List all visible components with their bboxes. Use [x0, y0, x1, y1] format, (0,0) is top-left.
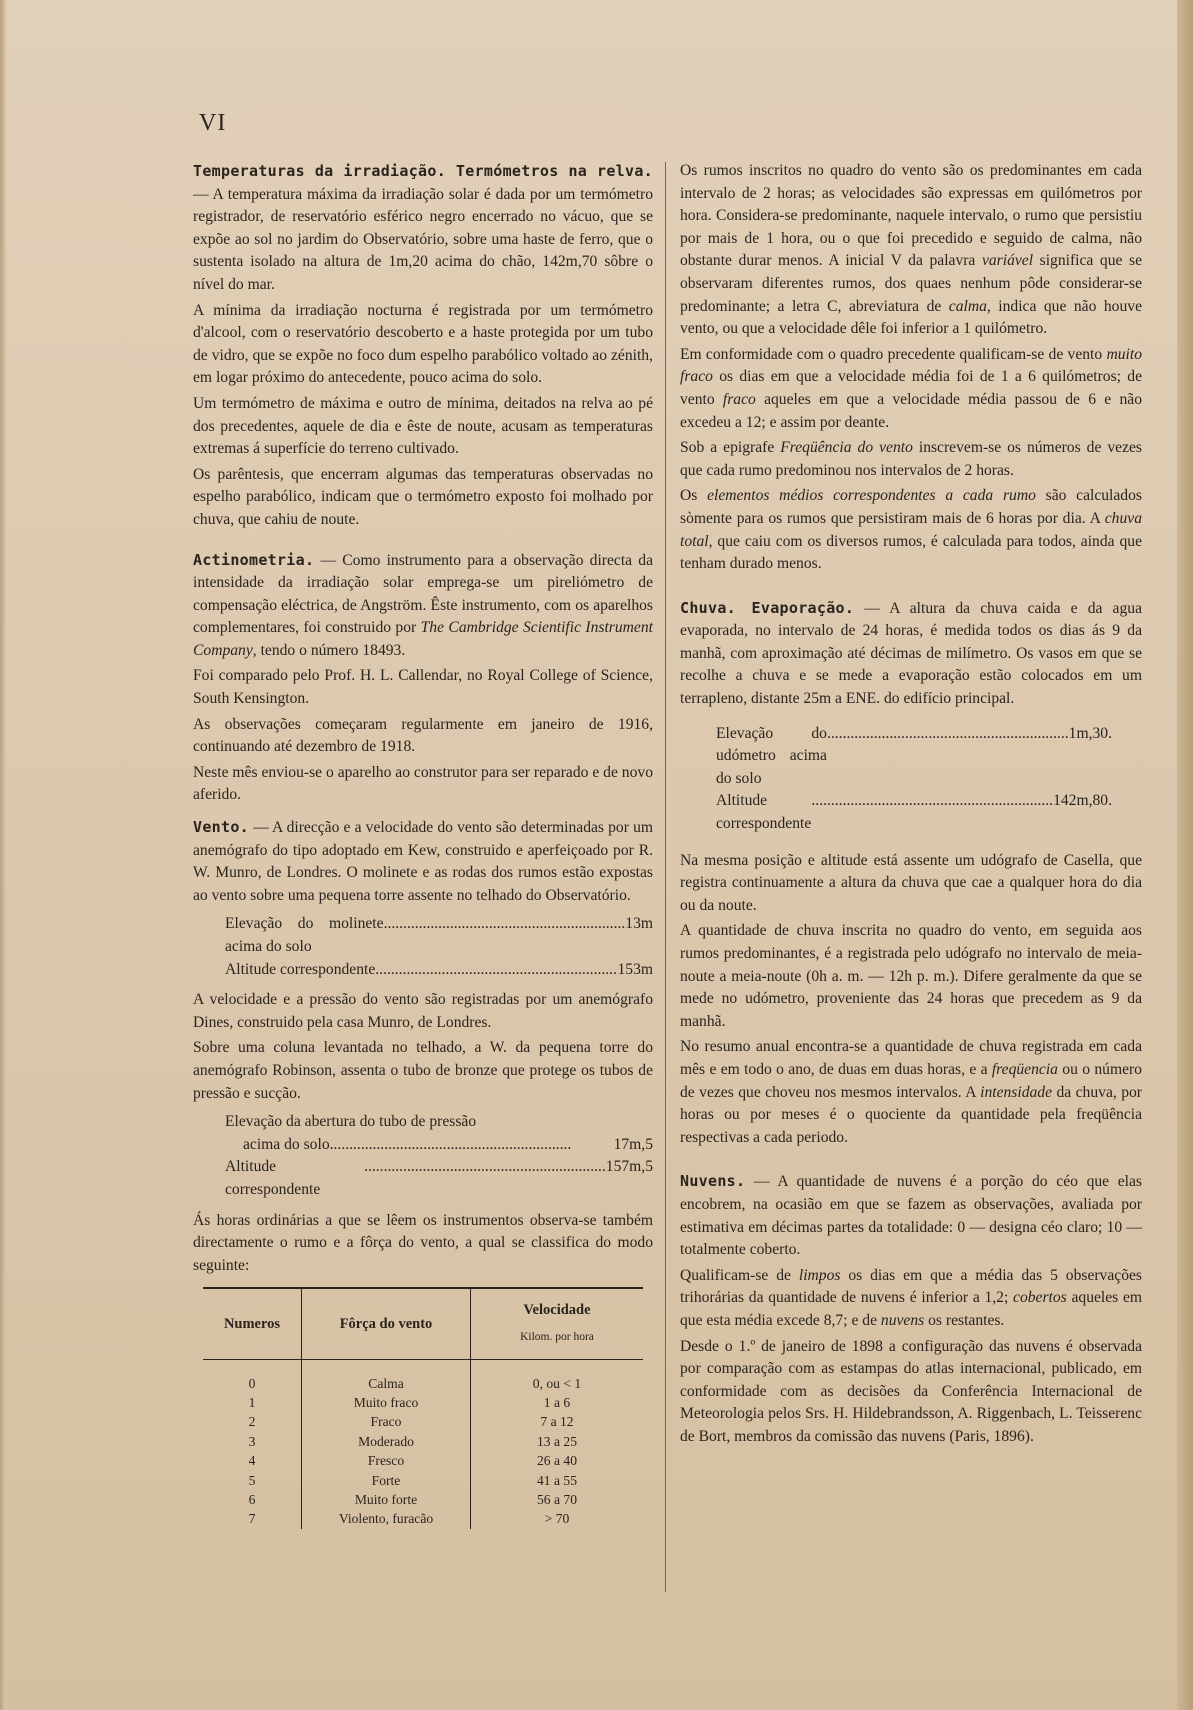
measurement-list-tubo — [225, 1111, 653, 1201]
paragraph-vento — [193, 816, 653, 907]
italic-text: nuvens — [880, 1311, 925, 1329]
paragraph: Neste mês enviou-se o aparelho ao construtor para ser reparado e de novo aferido. — [193, 763, 653, 804]
table-cell-n: 4 — [248, 1453, 256, 1469]
table-header-row — [203, 1288, 643, 1359]
italic-text: variável — [981, 252, 1034, 270]
paragraph — [680, 437, 1142, 482]
table-row — [203, 1471, 643, 1490]
table-cell-n: 0 — [248, 1375, 256, 1391]
table-row — [203, 1490, 643, 1509]
table-cell-n: 2 — [248, 1414, 256, 1430]
section-heading-nuvens: Nuvens. — [680, 1172, 746, 1191]
paragraph-text: — A direcção e a velocidade do vento são determinadas por um anemógrafo do tipo adoptado em Kew, construido e aperfeiçoado por R. W. Munro, de Londres. O molinete e as rodas dos rumos estão expostas ao vento sobre uma pequena torre assente no telhado do Observatório. — [193, 819, 653, 904]
paragraph-text: — A quantidade de nuvens é a porção do céo que elas encobrem, na ocasião em que se fazem as observações, avaliada por estimativa em décimas partes da totalidade: 0 — designa céo claro; 10 — totalmente coberto. — [680, 1173, 1142, 1259]
paragraph: Sobre uma coluna levantada no telhado, a W. da pequena torre do anemógrafo Robinson, assenta o tubo de bronze que protege os tubos de pressão e sucção. — [193, 1039, 653, 1102]
section-heading-irradiation: Temperaturas da irradiação. Termómetros na relva. — [193, 162, 653, 180]
measurement-label: Elevação do udómetro acima do solo — [716, 724, 827, 787]
measurement-label: Altitude correspondente — [225, 960, 376, 978]
paragraph-text: ou o número de vezes que choveu nos mesmos intervalos. A — [680, 1060, 1142, 1101]
measurement-value: 1m,30. — [1068, 724, 1112, 742]
paragraph-text: — Como instrumento para a observação directa da intensidade da irradiação solar emprega-se um pireliómetro de compensação eléctrica, de Angström. Êste instrumento, com os aparelhos complementares, foi construido por — [193, 551, 653, 637]
paragraph-text: Sob a epigrafe — [680, 439, 781, 457]
page-number: VI — [199, 110, 227, 136]
paragraph: Ás horas ordinárias a que se lêem os instrumentos observa-se também directamente o rumo e a fôrça do vento, a qual se classifica do modo seguinte: — [193, 1211, 653, 1274]
paragraph-actinometria — [193, 549, 653, 663]
paragraph — [680, 160, 1142, 341]
header-unit: Kilom. por hora — [520, 1330, 594, 1343]
section-heading-chuva: Chuva. Evaporação. — [680, 598, 855, 617]
italic-text: intensidade — [980, 1083, 1053, 1101]
paragraph: Os parêntesis, que encerram algumas das temperaturas observadas no espelho parabólico, indicam que o termómetro exposto foi molhado por chuva, que cahiu de noute. — [193, 465, 653, 528]
measurement-label: Elevação da abertura do tubo de pressão — [225, 1113, 477, 1131]
paragraph-text: os dias em que a velocidade média foi de 1 a 6 quilómetros; de vento — [680, 368, 1142, 408]
measurement-row: acima do solo .............................................................. 17m,5 — [225, 1134, 653, 1157]
italic-text: fraco — [722, 390, 756, 408]
table-cell-vel: 0, ou < 1 — [471, 1359, 644, 1393]
header-velocidade-label: Velocidade — [523, 1302, 591, 1319]
paragraph — [680, 344, 1142, 434]
italic-text: cobertos — [1013, 1289, 1067, 1307]
paragraph: Foi comparado pelo Prof. H. L. Callendar, no Royal College of Science, South Kensington. — [193, 667, 653, 708]
measurement-value: 153m — [617, 960, 653, 978]
measurement-value: 142m,80. — [1053, 792, 1112, 810]
paragraph-text: — A temperatura máxima da irradiação solar é dada por um termómetro registrador, de reservatório esférico negro encerrado no vácuo, que se expõe ao sol no jardim do Observatório, sobre uma haste de ferro, que o sustenta isolado na altura de 1m,20 acima do chão, 142m,70 sôbre o nível do mar. — [193, 185, 653, 293]
table-cell-n: 1 — [248, 1394, 256, 1410]
paragraph-irradiation — [193, 160, 653, 297]
paragraph-text: inscrevem-se os números de vezes que cada rumo predominou nos intervalos de 2 horas. — [680, 439, 1142, 479]
paragraph-nuvens — [680, 1170, 1142, 1261]
italic-text: elementos médios correspondentes a cada rumo — [707, 487, 1036, 505]
right-column — [680, 160, 1142, 1451]
table-cell-forca: Forte — [302, 1471, 471, 1490]
paragraph: A velocidade e a pressão do vento são registradas por um anemógrafo Dines, construido pela casa Munro, de Londres. — [193, 991, 653, 1031]
table-cell-forca: Calma — [302, 1359, 471, 1393]
table-cell-n: 5 — [248, 1472, 256, 1488]
paragraph: As observações começaram regularmente em janeiro de 1916, continuando até dezembro de 1918. — [193, 715, 653, 756]
table-row — [203, 1393, 643, 1412]
paragraph-text: Em conformidade com o quadro precedente qualificam-se de vento — [680, 345, 1107, 363]
table-cell-vel: 7 a 12 — [471, 1412, 644, 1431]
header-forca: Fôrça do vento — [302, 1288, 471, 1359]
table-row — [203, 1451, 643, 1470]
measurement-value: 17m,5 — [613, 1135, 653, 1153]
table-cell-vel: > 70 — [471, 1509, 644, 1528]
measurement-label: acima do solo — [243, 1135, 330, 1153]
italic-text: chuva total — [680, 509, 1142, 550]
measurement-row: Altitude correspondente .............................................................. 153m — [225, 959, 653, 982]
table-cell-forca: Muito fraco — [302, 1393, 471, 1412]
column-divider — [665, 162, 666, 1592]
table-cell-n: 6 — [248, 1491, 256, 1507]
paragraph-text: — A altura da chuva caida e da agua evaporada, no intervalo de 24 horas, é medida todos os dias ás 9 da manhã, com aproximação até décimas de milímetro. Os vasos em que se recolhe a chuva e se mede a evaporação estão colocados em um terrapleno, distante 25m a ENE. do edifício principal. — [680, 599, 1142, 708]
header-velocidade — [471, 1288, 644, 1359]
paragraph-text: Os rumos inscritos no quadro do vento são os predominantes em cada intervalo de 2 horas; as velocidades são expressas em quilómetros por hora. Considera-se predominante, naquele intervalo, o rumo que persistiu por mais de 1 hora, ou o que foi precedido e seguido de calma, não obstante durar menos. A inicial V da palavra — [680, 162, 1142, 270]
table-cell-forca: Fresco — [302, 1451, 471, 1470]
page-edge-left — [0, 0, 6, 1710]
italic-text: limpos — [798, 1266, 841, 1284]
paragraph: A quantidade de chuva inscrita no quadro do vento, em seguida aos rumos predominantes, é a registrada pelo udógrafo no intervalo de meia-noute a meia-noute (0h a. m. — 12h p. m.). Difere geralmente da que se mede no udómetro, proveniente das 24 horas que precedem as 9 da manhã. — [680, 922, 1142, 1030]
italic-text: Freqüência do vento — [780, 439, 913, 457]
paragraph-text: aqueles em que esta média excede 8,7; e de — [680, 1289, 1143, 1329]
italic-text: freqüencia — [991, 1060, 1058, 1078]
table-row — [203, 1359, 643, 1393]
table-cell-vel: 41 a 55 — [471, 1471, 644, 1490]
measurement-label: Elevação do molinete acima do solo — [225, 915, 384, 955]
italic-text: calma — [948, 297, 987, 315]
measurement-label: Altitude correspondente — [716, 792, 812, 833]
paragraph-text: são calculados sòmente para os rumos que persistiram mais de 6 horas por dia. A — [680, 487, 1142, 527]
paragraph: A mínima da irradiação nocturna é registrada por um termómetro d'alcool, com o reservatório descoberto e a haste protegida por um tubo de vidro, que se expõe no foco dum espelho parabólico voltado ao zénith, em logar próximo do antecedente, pouco acima do solo. — [193, 301, 653, 387]
table-cell-n: 7 — [248, 1511, 256, 1527]
measurement-row: Altitude correspondente .............................................................. 142m,80. — [716, 790, 1112, 835]
page-edge-right — [1177, 0, 1193, 1710]
paragraph-text: , que caiu com os diversos rumos, é calculada para todos, ainda que tenham durado menos. — [680, 532, 1142, 573]
paragraph — [680, 485, 1142, 575]
paragraph-text: , tendo o número 18493. — [252, 641, 406, 659]
section-heading-actinometria: Actinometria. — [193, 550, 315, 569]
paragraph-text: No resumo anual encontra-se a quantidade de chuva registrada em cada mês e em todo o ano, de duas em duas horas, e a — [680, 1038, 1142, 1078]
table-cell-forca: Moderado — [302, 1432, 471, 1451]
paragraph-text: da chuva, por horas ou por meses é o quociente da quantidade pela freqüência respectivas a cada periodo. — [680, 1083, 1142, 1146]
paragraph-text: significa que se observaram diferentes rumos, dos quaes nenhum pôde considerar-se predominante; a letra C, abreviatura de — [680, 252, 1142, 315]
table-cell-forca: Fraco — [302, 1412, 471, 1431]
paragraph-text: os dias em que a média das 5 observações trihorárias da quantidade de nuvens é inferior a 1,2; — [680, 1266, 1142, 1307]
table-cell-forca: Muito forte — [302, 1490, 471, 1509]
paragraph — [680, 1265, 1142, 1333]
paragraph-text: , indica que não houve vento, ou que a velocidade dêle foi inferior a 1 quilómetro. — [680, 297, 1142, 338]
measurement-row: Altitude correspondente .............................................................. 157m,5 — [225, 1156, 653, 1201]
table-cell-vel: 56 a 70 — [471, 1490, 644, 1509]
paragraph-chuva — [680, 597, 1142, 711]
paragraph: Um termómetro de máxima e outro de mínima, deitados na relva ao pé dos precedentes, aquele de dia e êste de noute, acusam as temperaturas extremas á superfície do terreno cultivado. — [193, 394, 653, 458]
italic-text: The Cambridge Scientific Instrument Company — [193, 619, 653, 659]
table-cell-vel: 13 a 25 — [471, 1432, 644, 1451]
paragraph-text: aqueles em que a velocidade média passou de 6 e não excedeu a 12; e assim por deante. — [680, 390, 1142, 431]
measurement-list-udometro — [716, 723, 1112, 836]
header-numeros: Numeros — [203, 1288, 302, 1359]
measurement-value: 13m — [625, 915, 653, 933]
paragraph: Na mesma posição e altitude está assente um udógrafo de Casella, que registra continuamente a altura da chuva que cae a qualquer hora do dia ou da noute. — [680, 851, 1142, 914]
italic-text: muito fraco — [680, 345, 1142, 386]
measurement-row: Elevação do molinete acima do solo .............................................................. 13m — [225, 913, 653, 958]
table-cell-vel: 1 a 6 — [471, 1393, 644, 1412]
table-row — [203, 1509, 643, 1528]
measurement-label: Altitude correspondente — [225, 1158, 321, 1198]
table-cell-n: 3 — [248, 1433, 256, 1449]
table-cell-forca: Violento, furacão — [302, 1509, 471, 1528]
table-cell-vel: 26 a 40 — [471, 1451, 644, 1470]
measurement-list-molinete — [225, 913, 653, 981]
section-heading-vento: Vento. — [193, 818, 249, 837]
table-row — [203, 1432, 643, 1451]
paragraph — [680, 1036, 1142, 1149]
left-column — [193, 160, 653, 1529]
paragraph-text: os restantes. — [924, 1311, 1005, 1329]
paragraph: Desde o 1.º de janeiro de 1898 a configuração das nuvens é observada por comparação com as estampas do atlas internacional, publicado, em conformidade com as decisões da Conferência Internacional de Meteorologia pelos Srs. H. Hildebrandsson, A. Riggenbach, L. Teisserenc de Bort, membros da comissão das nuvens (Paris, 1896). — [680, 1337, 1142, 1445]
measurement-row: Elevação do udómetro acima do solo .............................................................. 1m,30. — [716, 723, 1112, 791]
paragraph-text: Os — [680, 487, 708, 505]
paragraph-text: Qualificam-se de — [680, 1266, 799, 1284]
wind-force-table — [203, 1287, 643, 1528]
table-row — [203, 1412, 643, 1431]
measurement-value: 157m,5 — [605, 1158, 653, 1176]
